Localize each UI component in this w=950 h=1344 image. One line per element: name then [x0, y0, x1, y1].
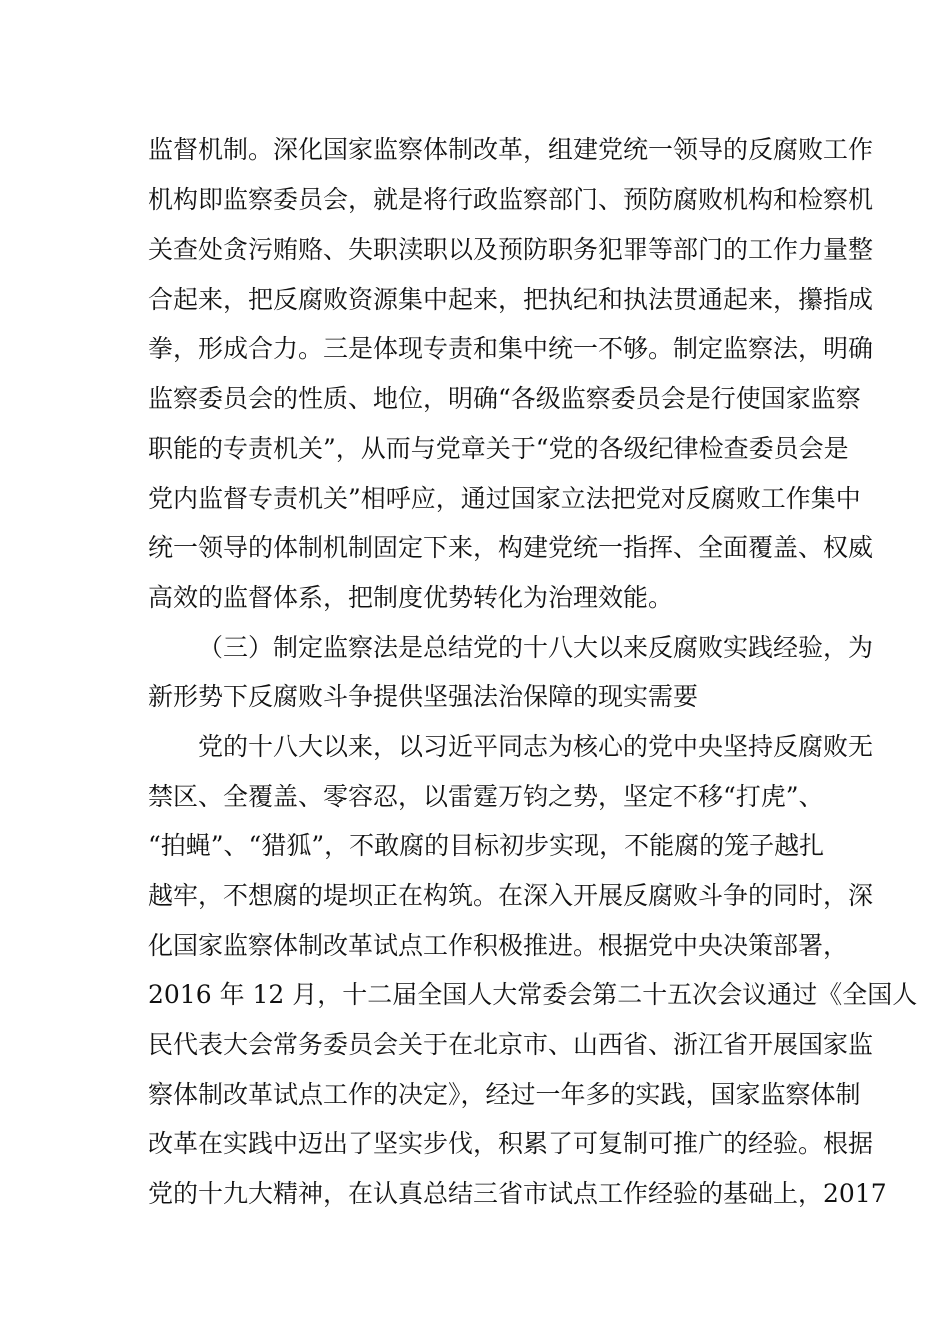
section-heading-line: （三）制定监察法是总结党的十八大以来反腐败实践经验，为 [198, 633, 874, 662]
text-line: 拳，形成合力。三是体现专责和集中统一不够。制定监察法，明确 [148, 334, 874, 363]
text-line: 合起来，把反腐败资源集中起来，把执纪和执法贯通起来，攥指成 [148, 285, 874, 314]
text-line: 民代表大会常务委员会关于在北京市、山西省、浙江省开展国家监 [148, 1030, 874, 1059]
text-line: 监督机制。深化国家监察体制改革，组建党统一领导的反腐败工作 [148, 135, 874, 164]
text-line: 改革在实践中迈出了坚实步伐，积累了可复制可推广的经验。根据 [148, 1129, 874, 1158]
text-line: 2016 年 12 月，十二届全国人大常委会第二十五次会议通过《全国人 [148, 980, 918, 1009]
section-heading-line: 新形势下反腐败斗争提供坚强法治保障的现实需要 [148, 682, 699, 711]
text-line: 察体制改革试点工作的决定》，经过一年多的实践，国家监察体制 [148, 1080, 861, 1109]
text-line: 党的十八大以来，以习近平同志为核心的党中央坚持反腐败无 [198, 732, 874, 761]
text-line: 监察委员会的性质、地位，明确“各级监察委员会是行使国家监察 [148, 384, 861, 413]
text-line: 党内监督专责机关”相呼应，通过国家立法把党对反腐败工作集中 [148, 484, 861, 513]
text-line: 禁区、全覆盖、零容忍，以雷霆万钧之势，坚定不移“打虎”、 [148, 782, 824, 811]
text-line: 越牢，不想腐的堤坝正在构筑。在深入开展反腐败斗争的同时，深 [148, 881, 874, 910]
text-line: “拍蝇”、“猎狐”，不敢腐的目标初步实现，不能腐的笼子越扎 [148, 831, 825, 860]
text-line: 关查处贪污贿赂、失职渎职以及预防职务犯罪等部门的工作力量整 [148, 235, 874, 264]
text-line: 高效的监督体系，把制度优势转化为治理效能。 [148, 583, 674, 612]
text-line: 党的十九大精神，在认真总结三省市试点工作经验的基础上，2017 [148, 1179, 887, 1208]
text-line: 职能的专责机关”，从而与党章关于“党的各级纪律检查委员会是 [148, 434, 849, 463]
text-line: 机构即监察委员会，就是将行政监察部门、预防腐败机构和检察机 [148, 185, 874, 214]
text-line: 化国家监察体制改革试点工作积极推进。根据党中央决策部署， [148, 931, 849, 960]
text-line: 统一领导的体制机制固定下来，构建党统一指挥、全面覆盖、权威 [148, 533, 874, 562]
